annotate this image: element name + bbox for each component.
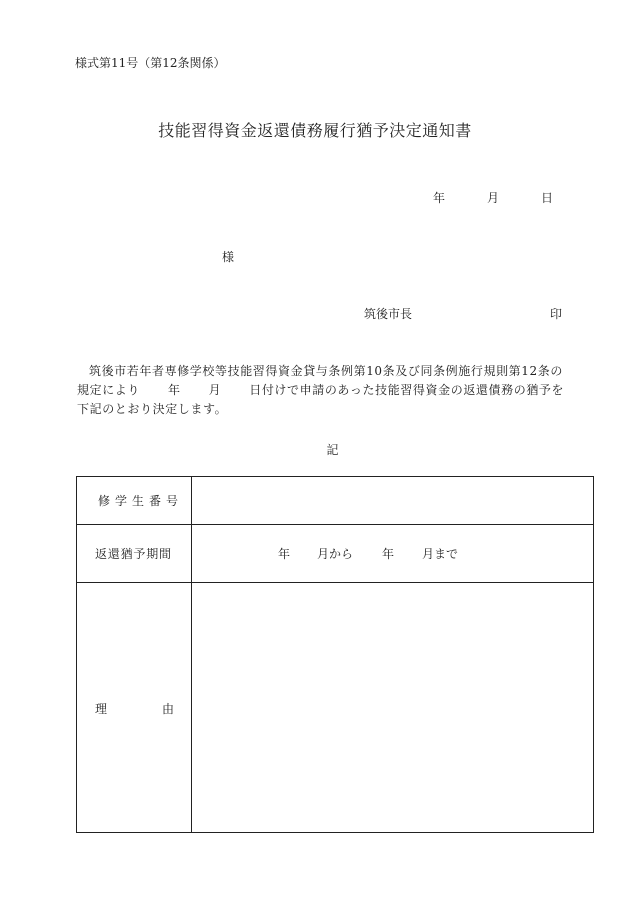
page-title: 技能習得資金返還債務履行猶予決定通知書: [158, 121, 472, 140]
body-line-1-text: 筑後市若年者専修学校等技能習得資金貸与条例第10条及び同条例施行規則第12条の: [89, 364, 563, 378]
period-month-from: 月から: [317, 547, 354, 561]
body-line-2: [77, 381, 595, 400]
student-number-value[interactable]: [192, 477, 593, 524]
student-number-label-cell: [77, 477, 192, 524]
period-label: 返還猶予期間: [95, 547, 172, 561]
body-month-label: 月: [208, 383, 222, 397]
body-line-2-end: 日付けで申請のあった技能習得資金の返還債務の猶予を: [249, 383, 565, 397]
period-year-1: 年: [278, 547, 291, 561]
period-value[interactable]: [192, 525, 593, 582]
recipient-suffix: 様: [222, 250, 235, 264]
period-year-2: 年: [382, 547, 395, 561]
reason-label-cell: [77, 583, 192, 833]
body-line-2-start: 規定により: [77, 383, 141, 397]
form-number: 様式第11号（第12条関係）: [75, 56, 226, 70]
seal-mark: 印: [550, 307, 563, 321]
ki-heading: 記: [326, 443, 339, 457]
table-row-student-number: [77, 477, 593, 525]
decision-table: [76, 476, 594, 833]
period-month-to: 月まで: [422, 547, 459, 561]
body-line-1: [77, 362, 595, 381]
notice-body: [77, 362, 595, 419]
date-year-label: 年: [433, 191, 446, 205]
reason-label-1: 理: [95, 701, 108, 716]
date-day-label: 日: [541, 191, 554, 205]
reason-label-2: 由: [162, 701, 175, 716]
table-row-reason: [77, 583, 593, 833]
student-number-label: 修学生番号: [98, 494, 184, 508]
body-line-3: 下記のとおり決定します。: [77, 402, 228, 416]
table-row-period: [77, 525, 593, 583]
body-year-label: 年: [168, 383, 181, 397]
issuer-name: 筑後市長: [364, 307, 413, 321]
period-label-cell: [77, 525, 192, 582]
reason-value[interactable]: [192, 583, 593, 833]
date-month-label: 月: [487, 191, 500, 205]
